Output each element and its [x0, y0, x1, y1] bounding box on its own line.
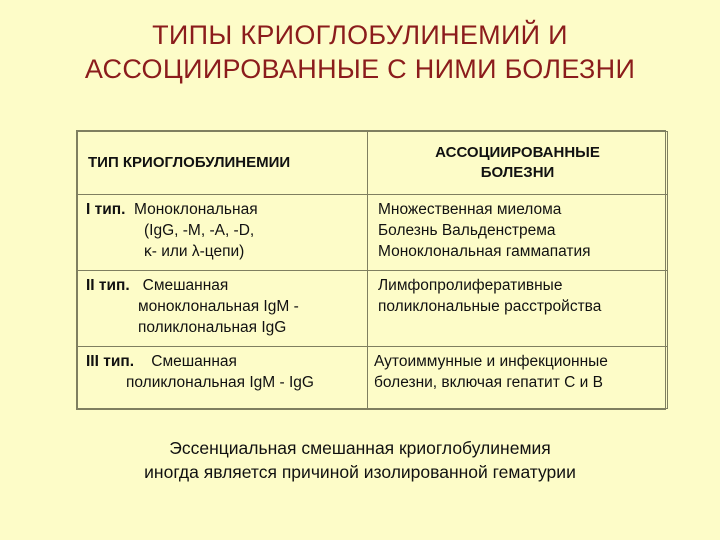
type-3-line-2: поликлональная IgM - IgG [126, 374, 314, 391]
diseases-cell-3 [368, 347, 668, 409]
slide-title [0, 18, 720, 86]
type-cell-2 [78, 271, 368, 347]
type-2-first-line [86, 275, 361, 296]
diseases-3-line-1: Аутоиммунные и инфекционные [374, 353, 608, 370]
diseases-1-line-1: Множественная миелома [378, 201, 562, 218]
type-2-line-3: поликлональная IgG [138, 319, 287, 336]
table-row [78, 271, 668, 347]
diseases-1-line-3: Моноклональная гаммапатия [378, 243, 591, 260]
header-diseases-line-2: БОЛЕЗНИ [480, 164, 555, 181]
diseases-2-line-1: Лимфопролиферативные [378, 277, 563, 294]
diseases-2-line-2: поликлональные расстройства [378, 298, 602, 315]
type-1-label: I тип. [86, 201, 126, 218]
table-row [78, 347, 668, 409]
cryoglobulinemia-table [76, 130, 666, 410]
title-line-2: АССОЦИИРОВАННЫЕ С НИМИ БОЛЕЗНИ [84, 54, 636, 84]
type-1-line-2: (IgG, -M, -A, -D, [144, 222, 255, 239]
type-1-line-1: Моноклональная [134, 201, 258, 218]
type-2-label: II тип. [86, 277, 130, 294]
table-header-row [78, 132, 668, 195]
table-row [78, 195, 668, 271]
footnote-line-1: Эссенциальная смешанная криоглобулинемия [169, 438, 551, 458]
type-3-first-line [86, 351, 361, 372]
type-1-first-line [86, 199, 361, 220]
type-cell-1 [78, 195, 368, 271]
footnote [0, 436, 720, 484]
diseases-cell-1 [368, 195, 668, 271]
type-3-line-1: Смешанная [151, 353, 237, 370]
header-type: ТИП КРИОГЛОБУЛИНЕМИИ [78, 132, 368, 195]
footnote-line-2: иногда является причиной изолированной гематурии [144, 462, 576, 482]
type-2-line-1: Смешанная [142, 277, 229, 294]
type-3-label: III тип. [86, 353, 135, 370]
table-grid [77, 131, 668, 409]
diseases-1-line-2: Болезнь Вальденстрема [378, 222, 556, 239]
header-diseases-line-1: АССОЦИИРОВАННЫЕ [435, 144, 600, 161]
diseases-cell-2 [368, 271, 668, 347]
diseases-3-line-2: болезни, включая гепатит С и В [374, 374, 603, 391]
header-diseases [368, 132, 668, 195]
type-1-line-3: κ- или λ-цепи) [144, 243, 245, 260]
type-2-line-2: моноклональная IgM - [138, 298, 299, 315]
title-line-1: ТИПЫ КРИОГЛОБУЛИНЕМИЙ И [152, 20, 568, 50]
type-cell-3 [78, 347, 368, 409]
